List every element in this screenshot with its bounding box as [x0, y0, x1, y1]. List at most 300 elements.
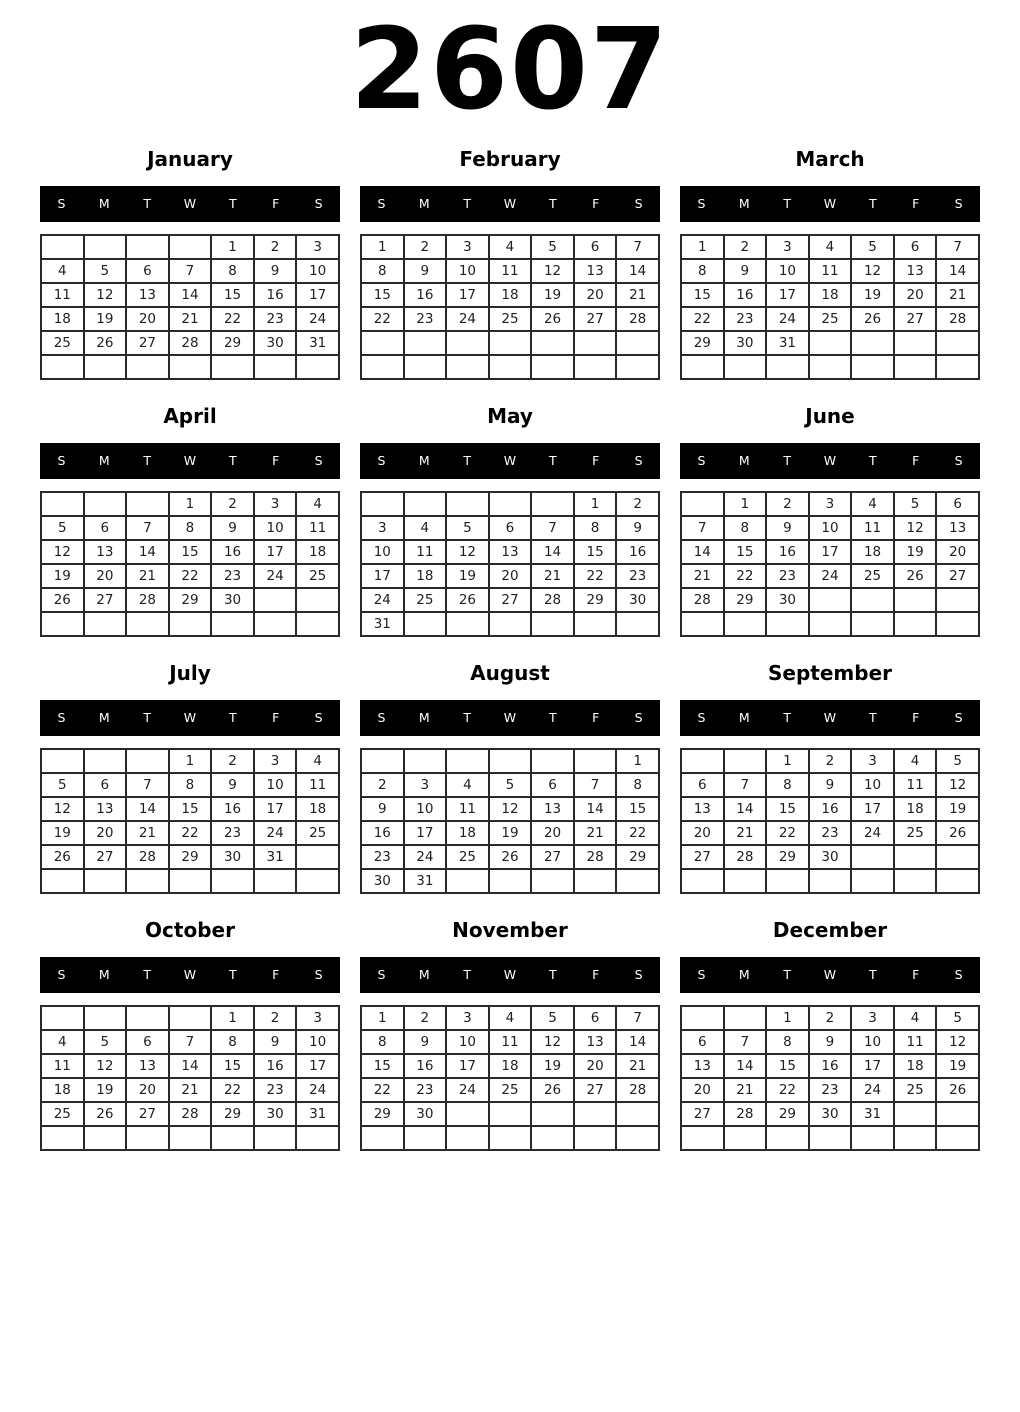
empty-day-cell	[296, 588, 339, 612]
month-table	[40, 748, 340, 894]
empty-day-cell	[809, 612, 852, 636]
day-cell: 1	[211, 235, 254, 259]
day-cell: 8	[766, 1030, 809, 1054]
day-cell: 21	[126, 821, 169, 845]
day-header-label: F	[592, 196, 600, 212]
day-cell: 26	[894, 564, 937, 588]
day-cell: 1	[361, 235, 404, 259]
day-cell: 24	[766, 307, 809, 331]
day-cell: 29	[574, 588, 617, 612]
day-cell: 9	[809, 773, 852, 797]
day-header-row	[40, 700, 340, 736]
empty-day-cell	[681, 1126, 724, 1150]
day-cell: 2	[361, 773, 404, 797]
empty-day-cell	[489, 612, 532, 636]
day-cell: 9	[616, 516, 659, 540]
day-cell: 18	[296, 540, 339, 564]
day-header-label: S	[377, 453, 386, 469]
month-table	[360, 491, 660, 637]
empty-day-cell	[361, 749, 404, 773]
day-cell: 28	[126, 588, 169, 612]
empty-day-cell	[766, 1126, 809, 1150]
empty-day-cell	[574, 331, 617, 355]
empty-day-cell	[766, 612, 809, 636]
day-cell: 10	[361, 540, 404, 564]
day-cell: 7	[724, 1030, 767, 1054]
empty-day-cell	[531, 1126, 574, 1150]
day-cell: 20	[574, 283, 617, 307]
day-cell: 6	[126, 1030, 169, 1054]
week-row	[361, 283, 659, 307]
empty-day-cell	[616, 1126, 659, 1150]
day-cell: 29	[211, 331, 254, 355]
week-row	[41, 797, 339, 821]
empty-day-cell	[724, 869, 767, 893]
week-row	[361, 1078, 659, 1102]
day-cell: 18	[489, 1054, 532, 1078]
month-block	[40, 147, 340, 380]
week-row	[681, 1078, 979, 1102]
day-cell: 22	[211, 1078, 254, 1102]
day-cell: 23	[404, 307, 447, 331]
empty-day-cell	[936, 355, 979, 379]
day-cell: 21	[169, 1078, 212, 1102]
empty-day-cell	[41, 235, 84, 259]
week-row	[361, 516, 659, 540]
empty-day-cell	[126, 1006, 169, 1030]
day-header-label: S	[377, 710, 386, 726]
empty-day-cell	[936, 869, 979, 893]
empty-day-cell	[809, 1126, 852, 1150]
day-header-label: T	[463, 710, 471, 726]
day-header-label: T	[783, 196, 791, 212]
day-cell: 1	[616, 749, 659, 773]
day-cell: 4	[41, 259, 84, 283]
day-cell: 16	[404, 1054, 447, 1078]
day-cell: 20	[681, 1078, 724, 1102]
day-cell: 11	[894, 773, 937, 797]
empty-day-cell	[211, 612, 254, 636]
day-cell: 25	[894, 821, 937, 845]
day-cell: 28	[169, 1102, 212, 1126]
day-cell: 13	[936, 516, 979, 540]
week-row	[681, 869, 979, 893]
day-cell: 14	[616, 1030, 659, 1054]
day-cell: 11	[851, 516, 894, 540]
day-header-label: W	[823, 196, 837, 212]
day-header-label: F	[272, 196, 280, 212]
empty-day-cell	[126, 612, 169, 636]
empty-day-cell	[84, 492, 127, 516]
day-cell: 8	[169, 516, 212, 540]
day-cell: 11	[809, 259, 852, 283]
day-cell: 26	[531, 1078, 574, 1102]
day-cell: 3	[296, 235, 339, 259]
week-row	[361, 845, 659, 869]
day-cell: 3	[851, 1006, 894, 1030]
day-cell: 2	[254, 235, 297, 259]
week-row	[681, 845, 979, 869]
day-cell: 19	[41, 564, 84, 588]
week-row	[41, 869, 339, 893]
day-cell: 8	[724, 516, 767, 540]
day-cell: 12	[531, 1030, 574, 1054]
day-header-label: T	[783, 967, 791, 983]
week-row	[361, 1102, 659, 1126]
week-row	[681, 516, 979, 540]
day-header-label: M	[418, 710, 430, 726]
day-cell: 22	[766, 821, 809, 845]
empty-day-cell	[894, 845, 937, 869]
empty-day-cell	[936, 1126, 979, 1150]
day-header-label: M	[738, 710, 750, 726]
week-row	[41, 492, 339, 516]
day-header-label: F	[912, 453, 920, 469]
empty-day-cell	[724, 355, 767, 379]
empty-day-cell	[169, 1126, 212, 1150]
day-cell: 21	[936, 283, 979, 307]
day-cell: 4	[894, 749, 937, 773]
day-cell: 20	[126, 307, 169, 331]
empty-day-cell	[254, 588, 297, 612]
empty-day-cell	[489, 749, 532, 773]
day-header-label: S	[697, 453, 706, 469]
day-header-label: M	[418, 967, 430, 983]
day-header-label: T	[143, 710, 151, 726]
day-cell: 13	[84, 797, 127, 821]
day-cell: 11	[489, 1030, 532, 1054]
day-cell: 2	[211, 749, 254, 773]
day-cell: 22	[169, 821, 212, 845]
day-cell: 1	[169, 749, 212, 773]
day-cell: 23	[766, 564, 809, 588]
day-cell: 2	[211, 492, 254, 516]
week-row	[361, 1006, 659, 1030]
day-cell: 25	[809, 307, 852, 331]
day-header-label: S	[954, 967, 963, 983]
week-row	[361, 612, 659, 636]
empty-day-cell	[169, 1006, 212, 1030]
day-cell: 7	[169, 259, 212, 283]
empty-day-cell	[809, 869, 852, 893]
day-cell: 6	[531, 773, 574, 797]
day-cell: 28	[126, 845, 169, 869]
day-header-label: T	[229, 196, 237, 212]
day-cell: 23	[361, 845, 404, 869]
day-cell: 12	[851, 259, 894, 283]
month-table	[680, 748, 980, 894]
day-cell: 28	[574, 845, 617, 869]
day-cell: 11	[41, 283, 84, 307]
day-cell: 13	[84, 540, 127, 564]
day-header-label: S	[954, 196, 963, 212]
day-cell: 30	[724, 331, 767, 355]
empty-day-cell	[531, 869, 574, 893]
day-cell: 11	[41, 1054, 84, 1078]
month-block	[680, 404, 980, 637]
day-cell: 4	[489, 235, 532, 259]
empty-day-cell	[446, 612, 489, 636]
day-cell: 28	[936, 307, 979, 331]
empty-day-cell	[446, 1102, 489, 1126]
day-cell: 8	[574, 516, 617, 540]
day-header-label: S	[697, 710, 706, 726]
day-cell: 18	[41, 1078, 84, 1102]
empty-day-cell	[531, 331, 574, 355]
day-cell: 20	[574, 1054, 617, 1078]
day-cell: 2	[616, 492, 659, 516]
day-cell: 29	[766, 1102, 809, 1126]
day-cell: 5	[446, 516, 489, 540]
day-header-label: M	[98, 196, 110, 212]
empty-day-cell	[169, 869, 212, 893]
day-cell: 17	[446, 1054, 489, 1078]
day-cell: 4	[296, 492, 339, 516]
day-cell: 8	[616, 773, 659, 797]
day-cell: 16	[809, 797, 852, 821]
day-cell: 2	[724, 235, 767, 259]
day-header-row	[360, 186, 660, 222]
day-cell: 9	[404, 259, 447, 283]
month-table	[360, 748, 660, 894]
day-cell: 26	[851, 307, 894, 331]
day-cell: 25	[489, 307, 532, 331]
day-cell: 7	[681, 516, 724, 540]
day-cell: 29	[361, 1102, 404, 1126]
week-row	[361, 749, 659, 773]
empty-day-cell	[489, 869, 532, 893]
day-header-row	[40, 957, 340, 993]
empty-day-cell	[169, 355, 212, 379]
empty-day-cell	[296, 355, 339, 379]
empty-day-cell	[84, 235, 127, 259]
day-cell: 11	[296, 516, 339, 540]
day-cell: 10	[766, 259, 809, 283]
month-table	[680, 234, 980, 380]
month-block	[680, 918, 980, 1151]
empty-day-cell	[809, 331, 852, 355]
day-cell: 8	[361, 259, 404, 283]
week-row	[361, 1054, 659, 1078]
day-header-label: S	[954, 710, 963, 726]
month-block	[40, 404, 340, 637]
day-cell: 13	[531, 797, 574, 821]
day-cell: 4	[404, 516, 447, 540]
day-cell: 30	[211, 588, 254, 612]
day-header-label: T	[869, 710, 877, 726]
month-block	[360, 661, 660, 894]
day-cell: 13	[574, 1030, 617, 1054]
day-cell: 5	[936, 749, 979, 773]
day-cell: 10	[254, 516, 297, 540]
month-table	[360, 234, 660, 380]
empty-day-cell	[616, 355, 659, 379]
day-cell: 3	[851, 749, 894, 773]
month-block	[680, 147, 980, 380]
day-cell: 27	[894, 307, 937, 331]
day-header-label: F	[272, 453, 280, 469]
day-cell: 12	[936, 1030, 979, 1054]
day-cell: 17	[254, 540, 297, 564]
empty-day-cell	[126, 869, 169, 893]
day-cell: 29	[211, 1102, 254, 1126]
day-cell: 24	[851, 821, 894, 845]
empty-day-cell	[489, 1126, 532, 1150]
day-cell: 20	[681, 821, 724, 845]
empty-day-cell	[574, 355, 617, 379]
day-cell: 10	[851, 773, 894, 797]
day-cell: 27	[84, 845, 127, 869]
empty-day-cell	[851, 355, 894, 379]
day-cell: 21	[169, 307, 212, 331]
day-cell: 23	[211, 821, 254, 845]
empty-day-cell	[574, 1102, 617, 1126]
day-header-row	[360, 443, 660, 479]
day-cell: 5	[84, 1030, 127, 1054]
day-cell: 18	[489, 283, 532, 307]
day-header-label: S	[314, 967, 323, 983]
month-block	[680, 661, 980, 894]
empty-day-cell	[296, 869, 339, 893]
day-cell: 1	[681, 235, 724, 259]
day-cell: 7	[169, 1030, 212, 1054]
empty-day-cell	[894, 1126, 937, 1150]
day-cell: 27	[936, 564, 979, 588]
day-cell: 23	[404, 1078, 447, 1102]
day-cell: 25	[894, 1078, 937, 1102]
week-row	[41, 612, 339, 636]
week-row	[41, 1006, 339, 1030]
day-header-row	[680, 957, 980, 993]
day-cell: 18	[809, 283, 852, 307]
empty-day-cell	[84, 612, 127, 636]
week-row	[361, 588, 659, 612]
day-cell: 9	[766, 516, 809, 540]
day-cell: 10	[809, 516, 852, 540]
day-cell: 31	[766, 331, 809, 355]
empty-day-cell	[936, 588, 979, 612]
day-cell: 4	[446, 773, 489, 797]
day-cell: 21	[724, 1078, 767, 1102]
day-header-label: M	[98, 967, 110, 983]
day-cell: 25	[404, 588, 447, 612]
empty-day-cell	[489, 331, 532, 355]
day-header-label: T	[549, 710, 557, 726]
week-row	[41, 1078, 339, 1102]
empty-day-cell	[254, 355, 297, 379]
day-header-label: M	[418, 196, 430, 212]
day-cell: 31	[404, 869, 447, 893]
day-header-label: T	[549, 453, 557, 469]
day-cell: 19	[41, 821, 84, 845]
month-title: November	[452, 917, 568, 942]
day-header-label: T	[463, 196, 471, 212]
empty-day-cell	[296, 1126, 339, 1150]
day-cell: 14	[126, 797, 169, 821]
day-cell: 15	[681, 283, 724, 307]
day-header-label: T	[549, 196, 557, 212]
week-row	[361, 773, 659, 797]
day-cell: 17	[361, 564, 404, 588]
empty-day-cell	[404, 1126, 447, 1150]
day-cell: 20	[936, 540, 979, 564]
empty-day-cell	[254, 1126, 297, 1150]
day-header-label: F	[592, 710, 600, 726]
day-cell: 16	[361, 821, 404, 845]
day-cell: 16	[254, 1054, 297, 1078]
empty-day-cell	[894, 355, 937, 379]
empty-day-cell	[936, 1102, 979, 1126]
day-header-row	[40, 443, 340, 479]
day-cell: 26	[84, 331, 127, 355]
empty-day-cell	[616, 1102, 659, 1126]
day-header-label: S	[57, 710, 66, 726]
day-cell: 26	[41, 845, 84, 869]
day-cell: 13	[126, 1054, 169, 1078]
month-title: January	[147, 146, 233, 171]
day-header-label: W	[183, 967, 197, 983]
empty-day-cell	[681, 749, 724, 773]
day-header-label: W	[823, 453, 837, 469]
day-cell: 18	[41, 307, 84, 331]
week-row	[361, 1126, 659, 1150]
empty-day-cell	[126, 235, 169, 259]
day-cell: 5	[531, 1006, 574, 1030]
day-cell: 24	[446, 1078, 489, 1102]
week-row	[681, 492, 979, 516]
day-cell: 12	[489, 797, 532, 821]
empty-day-cell	[211, 355, 254, 379]
day-cell: 17	[446, 283, 489, 307]
day-header-label: S	[954, 453, 963, 469]
day-cell: 29	[169, 588, 212, 612]
day-cell: 19	[531, 283, 574, 307]
week-row	[41, 1030, 339, 1054]
day-cell: 4	[851, 492, 894, 516]
day-cell: 15	[169, 540, 212, 564]
week-row	[681, 1102, 979, 1126]
week-row	[681, 612, 979, 636]
day-cell: 22	[616, 821, 659, 845]
month-table	[680, 1005, 980, 1151]
day-cell: 26	[489, 845, 532, 869]
empty-day-cell	[894, 331, 937, 355]
month-title: April	[163, 403, 217, 428]
day-cell: 15	[766, 1054, 809, 1078]
week-row	[681, 564, 979, 588]
day-cell: 30	[361, 869, 404, 893]
empty-day-cell	[809, 355, 852, 379]
empty-day-cell	[616, 331, 659, 355]
day-header-label: S	[634, 196, 643, 212]
empty-day-cell	[361, 1126, 404, 1150]
day-header-label: M	[98, 710, 110, 726]
day-cell: 26	[936, 1078, 979, 1102]
day-cell: 16	[211, 797, 254, 821]
day-cell: 28	[724, 1102, 767, 1126]
day-cell: 7	[616, 235, 659, 259]
empty-day-cell	[126, 355, 169, 379]
empty-day-cell	[296, 612, 339, 636]
week-row	[681, 749, 979, 773]
day-header-label: T	[869, 967, 877, 983]
day-cell: 27	[489, 588, 532, 612]
day-cell: 30	[211, 845, 254, 869]
day-cell: 14	[531, 540, 574, 564]
day-cell: 5	[489, 773, 532, 797]
week-row	[41, 1102, 339, 1126]
empty-day-cell	[851, 588, 894, 612]
